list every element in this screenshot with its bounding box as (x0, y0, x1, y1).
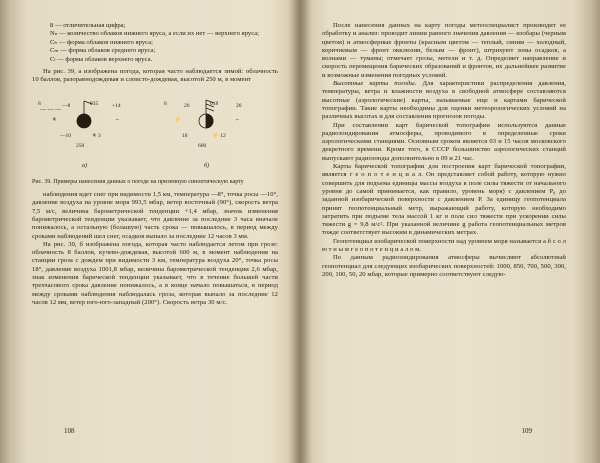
definition-item: Cₕ — форма облаков нижнего яруса; (50, 38, 153, 46)
svg-text:935: 935 (90, 100, 99, 107)
weather-station-symbols-diagram (32, 91, 278, 177)
definition-item: Nₙ — количество облаков нижнего яруса, а если их нет — верхнего яруса; (50, 30, 259, 38)
paragraph-body: наблюдения идет снег при видимости 1,5 км, температура —8°, точка росы —10°, давление воздуха на уровне моря 993,5 мбар, ветер восточный (90°), скорость ветра 7,5 м/с, величина барометрической тенденции +1,4 мбар, значок изменения барометрической тенденции указывает, что давление за последние 3 часа вначале понижалось, а остальную (болашую) часть срока — повышалось, в период между сроками наблюдений шел снег, осадков выпало за последние 12 часов 3 мм. (32, 191, 278, 240)
svg-text:—10: —10 (60, 132, 71, 139)
section-heading: Высотные карты погоды. (333, 80, 417, 88)
svg-text:250: 250 (76, 142, 85, 149)
svg-text:✳: ✳ (52, 116, 57, 123)
svg-text:⌐: ⌐ (236, 116, 240, 123)
svg-text:б): б) (204, 162, 210, 169)
svg-text:8: 8 (164, 100, 167, 107)
paragraph-body: Геопотенциал изобарической поверхности над уровнем моря называется а б с о л ю т н ы м г е о п о т е н ц и а л о м. (322, 237, 566, 254)
paragraph-body: После нанесения данных на карту погоды метеоспециалист производит ее обработку и анализ: проводит линии равного значения давления — изобары (черным цветом) и атмосферные фронты (красным цветом — теплый, синим — холодный, коричневым — фронт окклюзии, белым — фронт), штрихуют зоны осадков, а волнами — туманы; отмечает грозы, метели и т. д. Определяет направление и скорость перемещения барических образований и фронтов, их дальнейшее развитие и возможные изменения погодных условий. (322, 22, 566, 79)
definition-item: Cₗ — форма облаков верхнего яруса. (50, 55, 153, 63)
svg-text:+14: +14 (112, 102, 121, 109)
symbol-definitions (32, 22, 278, 64)
svg-text:8: 8 (38, 100, 41, 107)
svg-text:⌐: ⌐ (116, 116, 120, 123)
svg-text:⚡ 12: ⚡ 12 (212, 132, 226, 139)
figure-caption: Рис. 39. Примеры нанесения данных о погоде на приземную синоптическую карту (32, 178, 244, 185)
paragraph-after-heading: Для характеристики распределения давления, температуры, ветра и влажности воздуха в свободной атмосфере составляются высотные (аэрологические) карты, называемые еще и картами барической топографии. Такие карты необходимы для оценки метеорологических условий на различных высотах и для составления прогнозов погоды. (322, 80, 567, 121)
definition-item: Cₘ — форма облаков среднего яруса; (50, 47, 156, 55)
svg-text:018: 018 (210, 100, 219, 107)
left-column (32, 22, 278, 445)
svg-text:✳ 3: ✳ 3 (92, 132, 101, 139)
right-page (300, 0, 600, 463)
paragraph-intro: На рис. 39, а изображена погода, которая часто наблюдается зимой: облачность 10 баллов, разоравнодождевая и слоисто-дождевая, высотой 250 м, в момент (32, 68, 278, 84)
paragraph-body: По данным радиозондирования атмосферы вычисляют абсолютный геопотенциал для следующих изобарических поверхностей: 1000, 850, 700, 500, 300, 200, 100, 50, 20 мбар, которые примерно соответствуют следую- (322, 254, 566, 278)
page-number-left: 108 (64, 427, 75, 435)
paragraph-body: При составлении карт барической топографии используются данные радиозондирования атмосферы, проводимого в определенные сроки аэрологическими станциями. Основным сроком является 03 и 15 часов московского декретного времени. Кроме того, в СССР большинство аэрологических станций выпускают радиозонды дополнительно в 09 и 21 час. (322, 121, 566, 162)
svg-text:a): a) (82, 162, 87, 169)
definition-item: 8 — отличительная цифра; (50, 22, 126, 29)
paragraph-body: Карты барической топографии для построения карт барической топографии, является г е о п о т е н ц и а л. Он представляет собой работу, которую нужно совершить для подъема единицы массы воздуха в поле силы тяжести от начального уровня до самой принимается, как правило, уровень моря) с давлением P₀ до заданной изобарической поверхности с давлением P. За единицу геопотенциала принят геопотенциальный метр, выражающий работу, которую необходимо затратить при подъеме тела массой 1 кг в поле сил тяжести при ускорении силы тяжести g = 9,8 м/с². При указанной величине g работа геопотенциальных метров тожде соответствует высоким в динамических метрах. (322, 163, 566, 237)
paragraph-body: На рис. 39, б изображена погода, которая часто наблюдается летом при грозе: облачность 8 баллов, кучево-дождевая, высотой 600 м, в момент наблюдения на станции гроза с дождем при видимости 3 км, температура воздуха 20°, точка росы 18°, давление воздуха 1001,8 мбар, величина барометрической тенденции 2,6 мбар, знак изменения барической тенденции указывает, что в течение большей части трехчасового срока давление понижалось, а в конце начало повышаться, в период между сроками наблюдения наблюдалась гроза, которая выпало за последние 12 часов 12 мм, ветер юго-юго-западный (200°). Скорость ветра 30 м/с. (32, 240, 278, 306)
svg-text:26: 26 (236, 102, 242, 109)
svg-text:600: 600 (198, 142, 207, 149)
figure-39 (32, 91, 278, 177)
svg-text:⚡: ⚡ (174, 116, 181, 123)
page-number-right: 109 (521, 427, 532, 435)
svg-text:— — —: — — — (40, 106, 61, 113)
right-column (322, 22, 566, 445)
section-heading-paragraph (322, 80, 566, 121)
svg-text:20: 20 (184, 102, 190, 109)
svg-text:—8: —8 (62, 102, 71, 109)
svg-text:18: 18 (182, 132, 188, 139)
